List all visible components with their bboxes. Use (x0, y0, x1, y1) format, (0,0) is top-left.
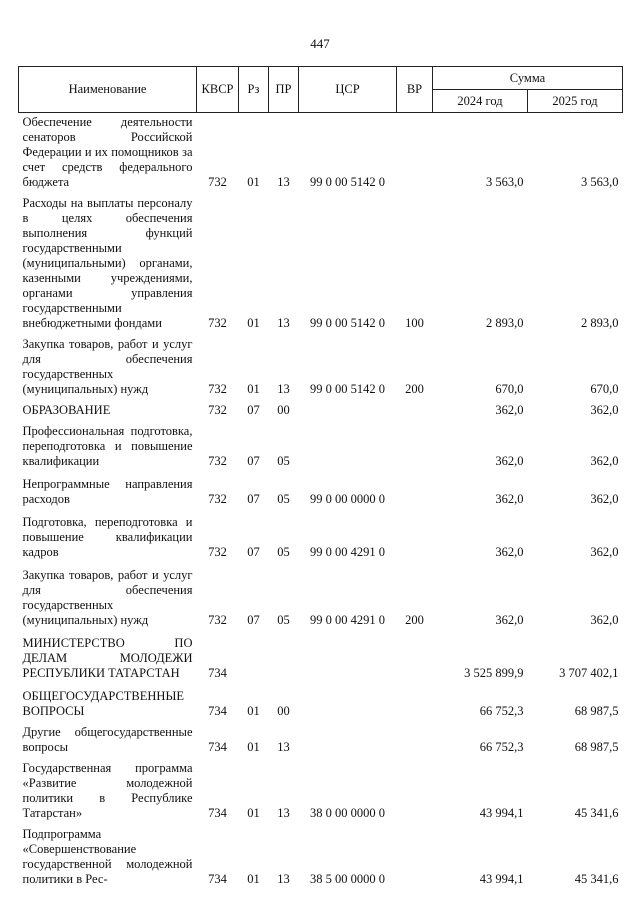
row-pr: 00 (277, 403, 290, 417)
row-vr (397, 399, 433, 420)
row-name: Закупка товаров, работ и услуг для обеспечения государственных (муниципальных) нужд (22, 337, 193, 396)
row-kvsr: 732 (208, 382, 227, 396)
row-rz: 07 (247, 613, 260, 627)
row-sum-2025: 670,0 (590, 382, 619, 396)
row-vr (397, 721, 433, 757)
table-row (19, 721, 623, 757)
row-vr (397, 823, 433, 889)
row-name: Обеспечение деятельности сенаторов Российской Федерации и их помощников за счет средств федерального бюджета (22, 115, 193, 189)
row-sum-2024: 66 752,3 (479, 704, 524, 718)
row-sum-2025: 362,0 (590, 492, 619, 506)
row-pr: 13 (277, 316, 290, 330)
row-sum-2025: 362,0 (590, 403, 619, 417)
header-pr: ПР (269, 67, 299, 113)
row-pr: 05 (277, 613, 290, 627)
row-vr: 200 (405, 613, 424, 627)
row-name: Государственная программа «Развитие молодежной политики в Республике Татарстан» (22, 761, 193, 820)
row-pr (269, 630, 299, 683)
row-kvsr: 732 (208, 316, 227, 330)
row-csr: 38 0 00 0000 0 (310, 806, 385, 820)
row-kvsr: 732 (208, 613, 227, 627)
row-name: Расходы на выплаты персоналу в целях обеспечения выполнения функций государственными (муниципальными) органами, казенными учреждениями, органами управления государственными внебюджетными фондами (22, 196, 193, 330)
row-csr (299, 399, 397, 420)
row-csr (299, 721, 397, 757)
row-vr (397, 630, 433, 683)
table-row (19, 757, 623, 823)
row-vr (397, 509, 433, 562)
row-name: Непрограммные направления расходов (22, 477, 193, 506)
row-sum-2025: 45 341,6 (574, 872, 619, 886)
table-row (19, 683, 623, 721)
row-vr (397, 757, 433, 823)
row-vr (397, 113, 433, 193)
row-pr: 13 (277, 806, 290, 820)
row-sum-2024: 362,0 (495, 545, 524, 559)
table-row (19, 823, 623, 889)
row-rz: 01 (247, 740, 260, 754)
row-rz: 01 (247, 704, 260, 718)
row-kvsr: 732 (208, 175, 227, 189)
table-row (19, 471, 623, 509)
row-name: МИНИСТЕРСТВО ПО ДЕЛАМ МОЛОДЕЖИ РЕСПУБЛИКИ ТАТАРСТАН (22, 636, 193, 680)
table-body (19, 113, 623, 890)
row-kvsr: 734 (208, 666, 227, 680)
header-name: Наименование (19, 67, 197, 113)
row-rz: 01 (247, 175, 260, 189)
row-pr: 13 (277, 175, 290, 189)
table-header (19, 67, 623, 113)
row-pr: 05 (277, 454, 290, 468)
row-name: Профессиональная подготовка, переподготовка и повышение квалификации (22, 424, 193, 468)
row-rz: 01 (247, 872, 260, 886)
header-csr: ЦСР (299, 67, 397, 113)
row-sum-2025: 3 707 402,1 (559, 666, 619, 680)
row-kvsr: 734 (208, 740, 227, 754)
row-name: Другие общегосударственные вопросы (22, 725, 193, 754)
header-2024: 2024 год (433, 90, 528, 113)
table-row (19, 630, 623, 683)
row-rz: 01 (247, 382, 260, 396)
row-sum-2024: 362,0 (495, 613, 524, 627)
row-csr: 99 0 00 5142 0 (310, 382, 385, 396)
row-rz (239, 630, 269, 683)
row-sum-2025: 362,0 (590, 454, 619, 468)
row-kvsr: 732 (208, 403, 227, 417)
row-csr (299, 683, 397, 721)
row-vr: 100 (405, 316, 424, 330)
budget-table (18, 66, 623, 889)
row-csr (299, 420, 397, 471)
row-kvsr: 732 (208, 454, 227, 468)
row-sum-2024: 3 563,0 (486, 175, 524, 189)
row-sum-2024: 670,0 (495, 382, 524, 396)
row-rz: 07 (247, 545, 260, 559)
table-row (19, 420, 623, 471)
row-rz: 07 (247, 492, 260, 506)
row-rz: 07 (247, 454, 260, 468)
table-row (19, 113, 623, 193)
row-pr: 00 (277, 704, 290, 718)
row-csr: 99 0 00 4291 0 (310, 613, 385, 627)
row-rz: 01 (247, 316, 260, 330)
row-csr: 99 0 00 5142 0 (310, 316, 385, 330)
row-kvsr: 732 (208, 492, 227, 506)
row-sum-2024: 43 994,1 (479, 872, 524, 886)
row-csr: 99 0 00 4291 0 (310, 545, 385, 559)
row-sum-2024: 362,0 (495, 492, 524, 506)
row-sum-2025: 45 341,6 (574, 806, 619, 820)
table-row (19, 399, 623, 420)
header-2025: 2025 год (528, 90, 623, 113)
page-number: 447 (310, 36, 330, 51)
row-sum-2025: 68 987,5 (574, 704, 619, 718)
row-csr: 38 5 00 0000 0 (310, 872, 385, 886)
row-pr: 13 (277, 740, 290, 754)
row-sum-2024: 362,0 (495, 403, 524, 417)
row-kvsr: 732 (208, 545, 227, 559)
row-sum-2025: 2 893,0 (581, 316, 619, 330)
row-vr (397, 683, 433, 721)
row-sum-2025: 362,0 (590, 545, 619, 559)
header-kvsr: КВСР (197, 67, 239, 113)
row-sum-2024: 66 752,3 (479, 740, 524, 754)
row-name: Подпрограмма «Совершенствование государственной молодежной политики в Рес- (22, 827, 193, 886)
row-name: Закупка товаров, работ и услуг для обеспечения государственных (муниципальных) нужд (22, 568, 193, 627)
row-sum-2025: 3 563,0 (581, 175, 619, 189)
row-name: ОБЩЕГОСУДАРСТВЕННЫЕ ВОПРОСЫ (22, 689, 184, 718)
row-pr: 05 (277, 545, 290, 559)
row-sum-2024: 362,0 (495, 454, 524, 468)
row-kvsr: 734 (208, 872, 227, 886)
row-name: ОБРАЗОВАНИЕ (22, 403, 111, 417)
row-sum-2025: 68 987,5 (574, 740, 619, 754)
row-sum-2025: 362,0 (590, 613, 619, 627)
row-name: Подготовка, переподготовка и повышение квалификации кадров (22, 515, 193, 559)
row-pr: 13 (277, 872, 290, 886)
row-rz: 01 (247, 806, 260, 820)
row-vr (397, 420, 433, 471)
table-row (19, 562, 623, 630)
header-sum: Сумма (433, 67, 623, 90)
table-row (19, 333, 623, 399)
row-vr: 200 (405, 382, 424, 396)
row-csr: 99 0 00 0000 0 (310, 492, 385, 506)
row-sum-2024: 2 893,0 (486, 316, 524, 330)
row-kvsr: 734 (208, 806, 227, 820)
row-vr (397, 471, 433, 509)
table-row (19, 509, 623, 562)
row-sum-2024: 43 994,1 (479, 806, 524, 820)
row-kvsr: 734 (208, 704, 227, 718)
header-vr: ВР (397, 67, 433, 113)
row-pr: 05 (277, 492, 290, 506)
row-pr: 13 (277, 382, 290, 396)
header-rz: Рз (239, 67, 269, 113)
row-csr (299, 630, 397, 683)
row-sum-2024: 3 525 899,9 (464, 666, 524, 680)
table-row (19, 192, 623, 333)
row-csr: 99 0 00 5142 0 (310, 175, 385, 189)
row-rz: 07 (247, 403, 260, 417)
